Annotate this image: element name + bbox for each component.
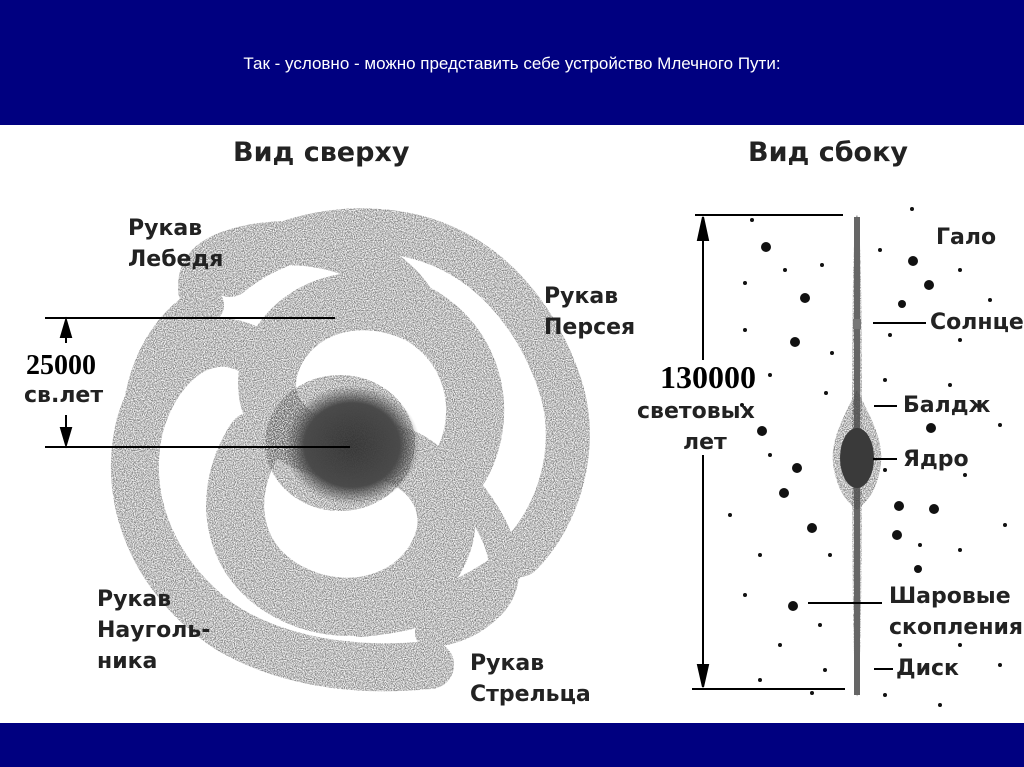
size-value: 130000 (660, 359, 756, 395)
diagram-panel (0, 125, 1024, 723)
globular-label-1: Шаровые (889, 584, 1011, 609)
core-label: Ядро (903, 447, 969, 472)
size-unit-1: световых (637, 399, 755, 424)
arm-cygnus-label-2: Лебедя (128, 247, 224, 272)
header-bar (0, 0, 1024, 125)
side-view-heading: Вид сбоку (748, 137, 909, 168)
arm-norma-label-2: Науголь- (97, 618, 211, 643)
arm-sagittarius-label-1: Рукав (470, 651, 545, 676)
arrow-down-icon (698, 665, 708, 687)
sun-marker (853, 319, 861, 329)
distance-value: 25000 (26, 350, 96, 381)
slide-title: Так - условно - можно представить себе устройство Млечного Пути: (243, 54, 781, 73)
arm-cygnus-label-1: Рукав (128, 216, 203, 241)
footer-bar (0, 723, 1024, 767)
core (840, 428, 874, 488)
distance-unit: св.лет (24, 383, 104, 408)
halo-label: Гало (936, 225, 997, 250)
bulge-label: Балдж (903, 393, 991, 418)
arrow-up-icon (61, 320, 71, 337)
size-unit-2: лет (683, 430, 727, 455)
arm-sagittarius-label-2: Стрельца (470, 682, 591, 707)
top-view-heading: Вид сверху (233, 137, 410, 168)
globular-label-2: скопления (889, 615, 1024, 640)
spiral-galaxy (135, 230, 568, 667)
arm-norma-label-3: ника (97, 649, 158, 674)
arm-perseus-label-1: Рукав (544, 284, 619, 309)
arm-perseus-label-2: Персея (544, 315, 636, 340)
arm-norma-label-1: Рукав (97, 587, 172, 612)
arrow-up-icon (698, 217, 708, 240)
arrow-down-icon (61, 428, 71, 445)
sun-label: Солнце (930, 310, 1024, 335)
disk-label: Диск (896, 656, 959, 681)
